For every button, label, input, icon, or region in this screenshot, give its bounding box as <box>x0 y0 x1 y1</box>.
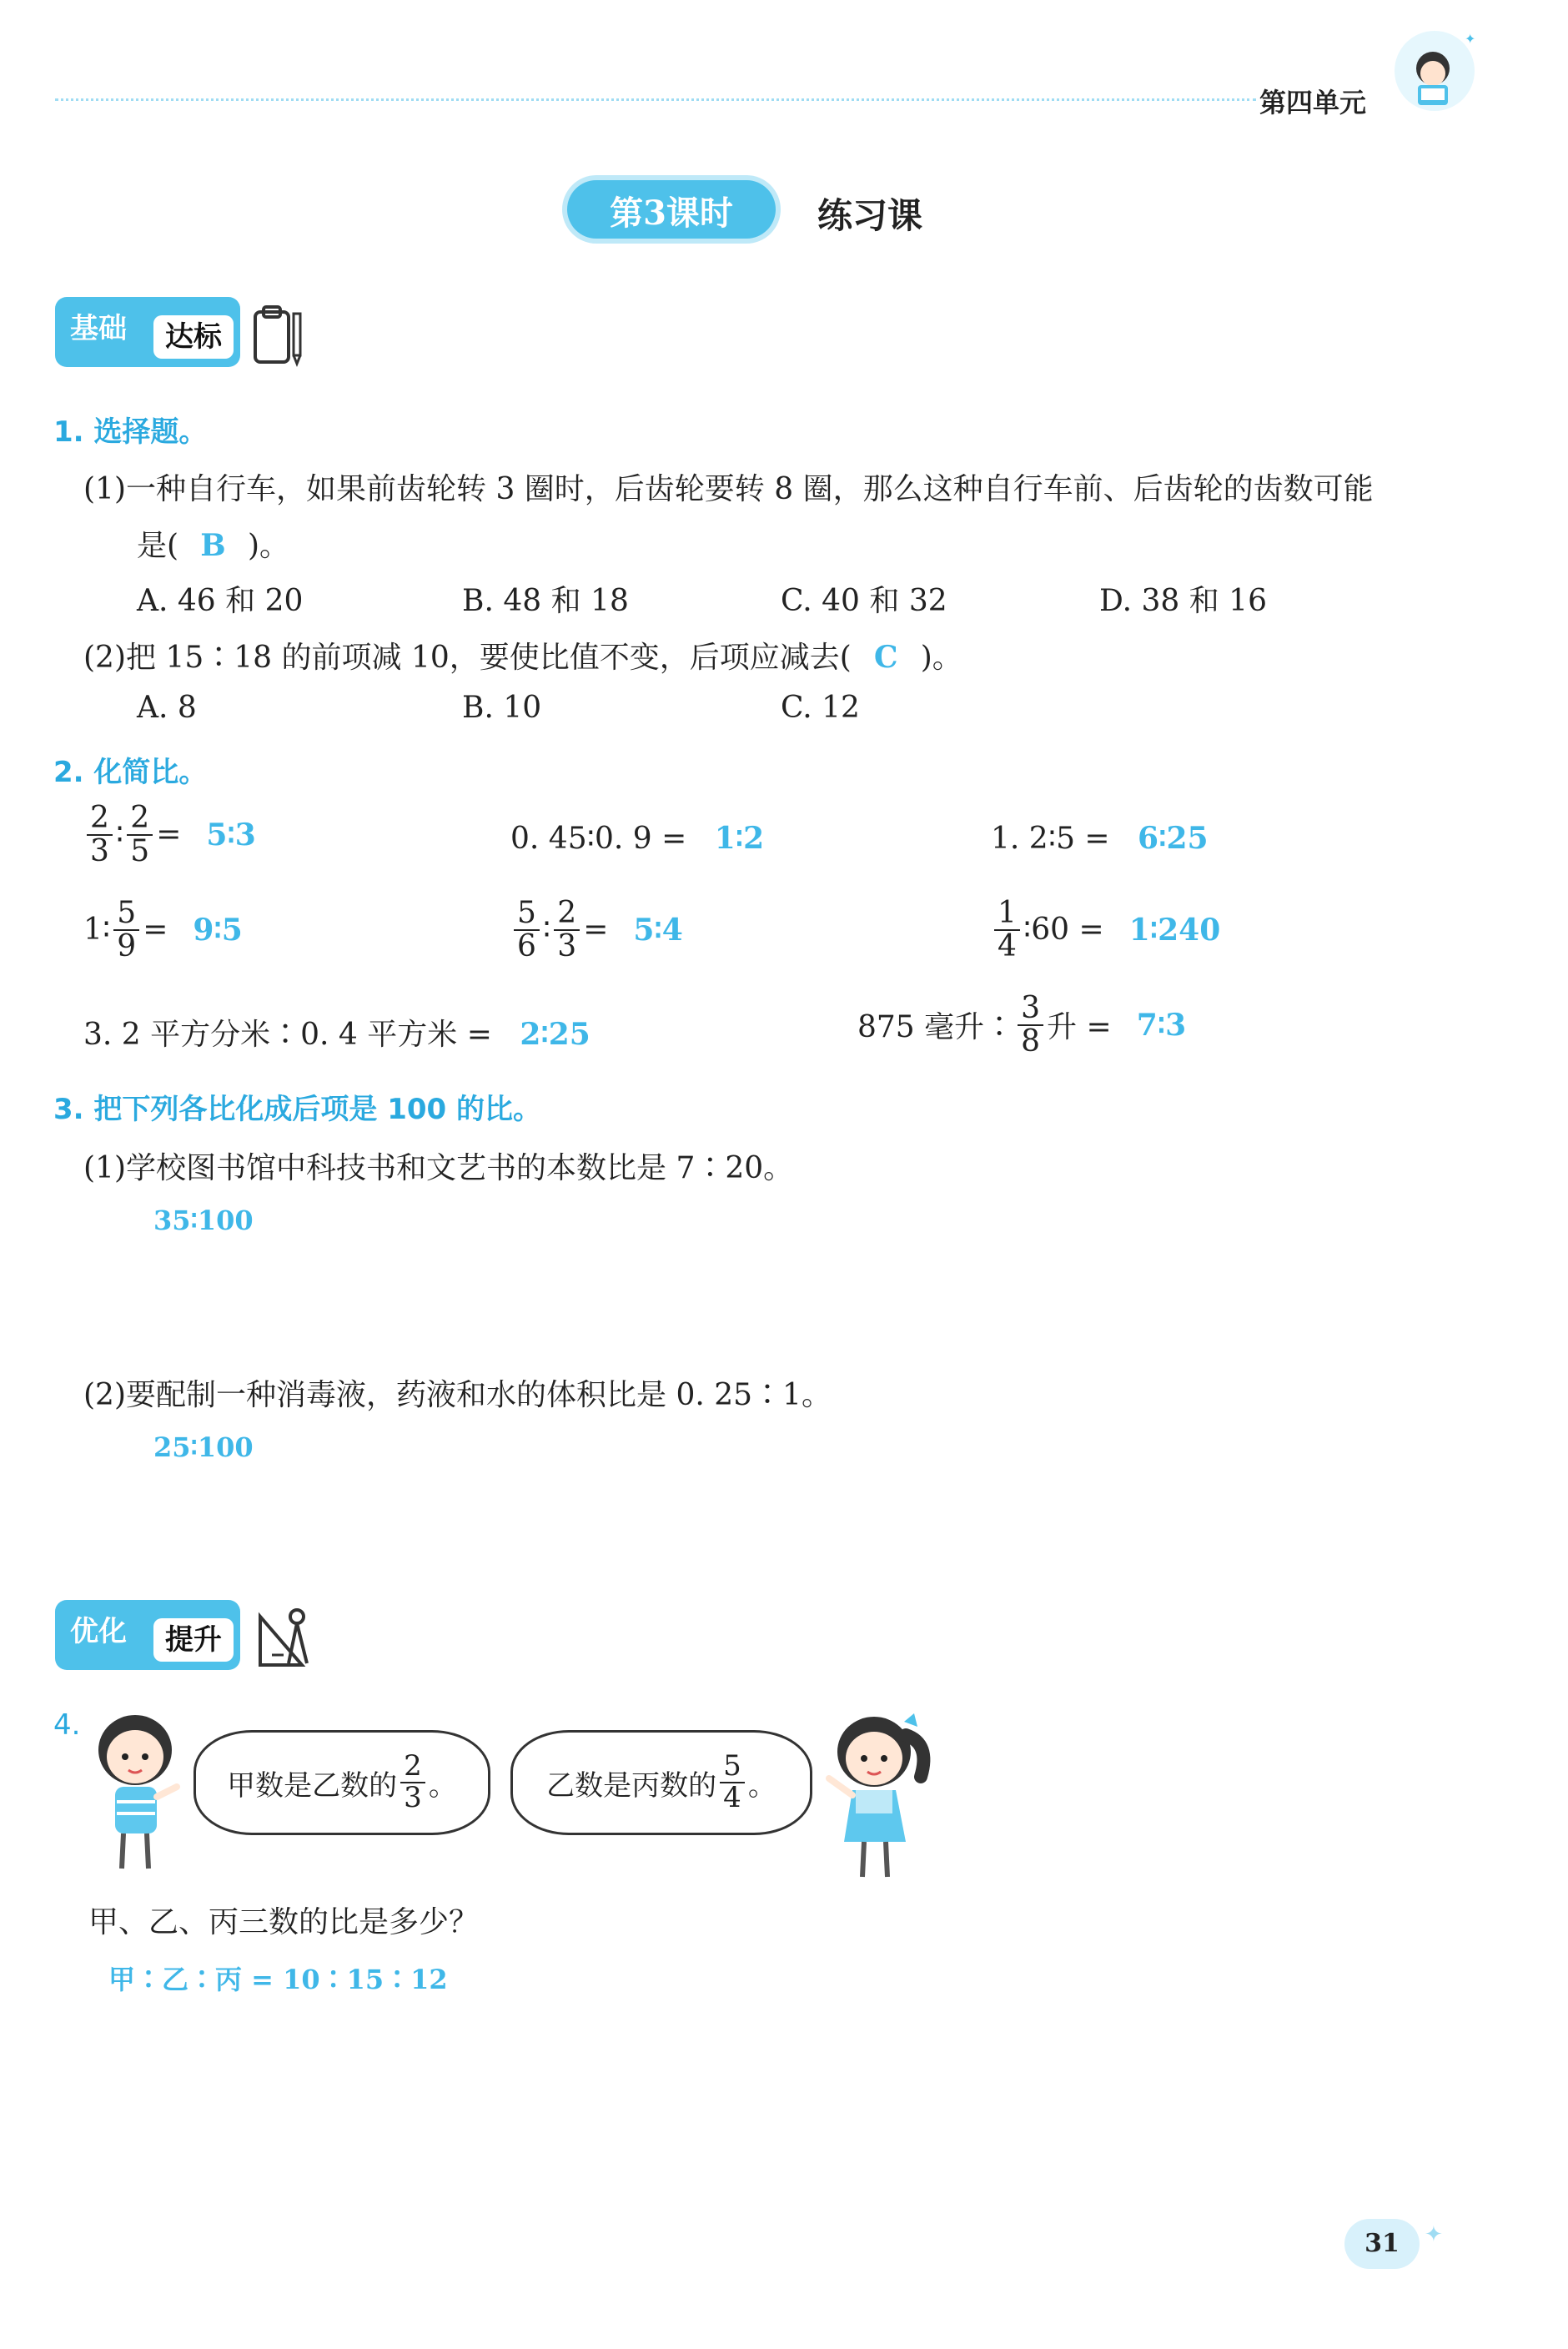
bubble1-frac-den: 3 <box>404 1781 422 1814</box>
lesson-name: 练习课 <box>817 195 923 236</box>
q1-p2-option-b: B. 10 <box>462 691 542 725</box>
q1-p1-line1: (1)一种自行车，如果前齿轮转 3 圈时，后齿轮要转 8 圈，那么这种自行车前、后齿轮的齿数可能 <box>83 472 1374 506</box>
q2-e-frac1-num: 5 <box>514 898 540 931</box>
q1-p2-prefix: (2)把 15∶18 的前项减 10，要使比值不变，后项应减去( <box>83 641 852 675</box>
q2-a-frac2-num: 2 <box>127 802 153 836</box>
q3-p1-answer: 35∶100 <box>153 1205 254 1236</box>
q1-heading: 1. 选择题。 <box>53 415 208 449</box>
q2-d-frac-num: 5 <box>113 898 139 931</box>
q3-p2-answer: 25∶100 <box>153 1431 254 1463</box>
lesson-badge-text: 第3课时 <box>610 194 733 233</box>
q2-e-answer: 5∶4 <box>633 912 683 948</box>
compass-ruler-icon <box>255 1605 319 1672</box>
q1-p2-option-a: A. 8 <box>137 691 197 725</box>
girl-left-icon <box>83 1710 192 1877</box>
q2-a-frac1-num: 2 <box>87 802 113 836</box>
q2-e-frac2 <box>554 898 580 963</box>
bubble1-frac <box>400 1749 425 1814</box>
q2-d-frac <box>113 898 139 963</box>
q2-c-answer: 6∶25 <box>1138 821 1209 856</box>
q2-h-answer: 7∶3 <box>1136 1007 1187 1043</box>
bubble2-end: 。 <box>747 1768 776 1803</box>
q2-a-answer: 5∶3 <box>206 817 256 853</box>
q1-p2-answer: C <box>873 640 898 675</box>
page-number: 31 <box>1364 2229 1400 2258</box>
q3-heading: 3. 把下列各比化成后项是 100 的比。 <box>53 1093 542 1126</box>
q2-a-sep: ∶ <box>115 817 124 853</box>
reading-girl-icon <box>1385 25 1485 125</box>
q4-answer: 甲∶乙∶丙 = 10∶15∶12 <box>108 1964 448 1995</box>
q1-p2-suffix: )。 <box>920 641 962 675</box>
section-badge-improve-a: 优化 <box>70 1615 127 1648</box>
q2-h-pre: 875 毫升∶ <box>857 1010 1015 1045</box>
q2-e-frac2-num: 2 <box>554 898 580 931</box>
q1-p1-option-a: A. 46 和 20 <box>137 584 304 618</box>
q3-p2: (2)要配制一种消毒液，药液和水的体积比是 0. 25∶1。 <box>83 1378 832 1412</box>
bubble1-frac-num: 2 <box>400 1752 425 1783</box>
section-badge-improve-b: 提升 <box>153 1618 234 1662</box>
q1-p1-option-b: B. 48 和 18 <box>462 584 629 618</box>
speech-bubble-1 <box>193 1730 490 1835</box>
q1-p1-option-c: C. 40 和 32 <box>781 584 947 618</box>
bubble2-frac <box>720 1749 745 1814</box>
q2-a-frac2 <box>127 802 153 868</box>
q2-e-frac1 <box>514 898 540 963</box>
header-dotted-rule <box>55 98 1256 101</box>
q2-item-g <box>83 1011 591 1054</box>
q2-e-eq: = <box>583 913 609 948</box>
q2-h-frac-num: 3 <box>1018 993 1043 1026</box>
q2-e-frac2-den: 3 <box>557 928 577 963</box>
bubble1-end: 。 <box>428 1768 457 1803</box>
girl-right-icon <box>814 1702 947 1885</box>
q4-question: 甲、乙、丙三数的比是多少？ <box>88 1905 480 1939</box>
q2-a-frac2-den: 5 <box>130 833 150 868</box>
page-number-sparkle: ✦ <box>1425 2222 1443 2247</box>
q2-b-answer: 1∶2 <box>714 821 765 856</box>
q2-g-answer: 2∶25 <box>520 1017 591 1052</box>
section-badge-basic-b: 达标 <box>153 315 234 359</box>
q2-f-frac-den: 4 <box>998 928 1017 963</box>
q2-d-eq: = <box>143 913 168 948</box>
section-badge-basic-a: 基础 <box>70 312 127 345</box>
svg-text:✦: ✦ <box>1465 31 1476 47</box>
q2-d-pre: 1∶ <box>83 913 111 948</box>
q2-f-post: ∶60 = <box>1023 913 1104 948</box>
q2-item-d <box>83 898 243 963</box>
q1-p1-suffix: )。 <box>247 529 289 563</box>
q1-p1-answer: B <box>200 528 226 563</box>
q3-p1: (1)学校图书馆中科技书和文艺书的本数比是 7∶20。 <box>83 1151 794 1185</box>
q4-number: 4. <box>53 1708 81 1742</box>
q1-p2 <box>83 634 962 677</box>
clipboard-pen-icon <box>250 302 309 369</box>
q2-c-expr: 1. 2∶5 = <box>991 822 1110 856</box>
q1-p1-prefix: 是( <box>137 529 179 563</box>
q2-f-frac-num: 1 <box>994 898 1020 931</box>
bubble2-frac-num: 5 <box>720 1752 745 1783</box>
q2-item-c <box>991 821 1209 856</box>
q2-item-b <box>510 821 764 856</box>
q2-e-sep: ∶ <box>542 913 551 948</box>
q2-h-frac <box>1018 993 1043 1058</box>
q2-a-frac1 <box>87 802 113 868</box>
q2-heading: 2. 化简比。 <box>53 756 208 789</box>
q2-e-frac1-den: 6 <box>517 928 536 963</box>
q2-item-a <box>83 802 256 868</box>
q2-a-eq: = <box>156 817 182 853</box>
q2-f-answer: 1∶240 <box>1128 912 1221 948</box>
bubble2-text: 乙数是丙数的 <box>546 1768 717 1803</box>
unit-label: 第四单元 <box>1259 87 1367 118</box>
q2-d-frac-den: 9 <box>117 928 137 963</box>
q2-h-post: 升 = <box>1047 1010 1112 1045</box>
bubble1-text: 甲数是乙数的 <box>227 1768 398 1803</box>
q1-p1-line2 <box>137 522 289 565</box>
q2-f-frac <box>994 898 1020 963</box>
q2-item-e <box>510 898 683 963</box>
q2-item-f <box>991 898 1220 963</box>
bubble2-frac-den: 4 <box>723 1781 741 1814</box>
q2-g-expr: 3. 2 平方分米∶0. 4 平方米 = <box>83 1018 492 1052</box>
q1-p1-option-d: D. 38 和 16 <box>1099 584 1267 618</box>
speech-bubble-2 <box>510 1730 812 1835</box>
q2-h-frac-den: 8 <box>1021 1024 1041 1059</box>
q1-p2-option-c: C. 12 <box>781 691 860 725</box>
q2-b-expr: 0. 45∶0. 9 = <box>510 822 687 856</box>
q2-d-answer: 9∶5 <box>193 912 243 948</box>
q2-item-h <box>857 993 1186 1058</box>
q2-a-frac1-den: 3 <box>90 833 109 868</box>
